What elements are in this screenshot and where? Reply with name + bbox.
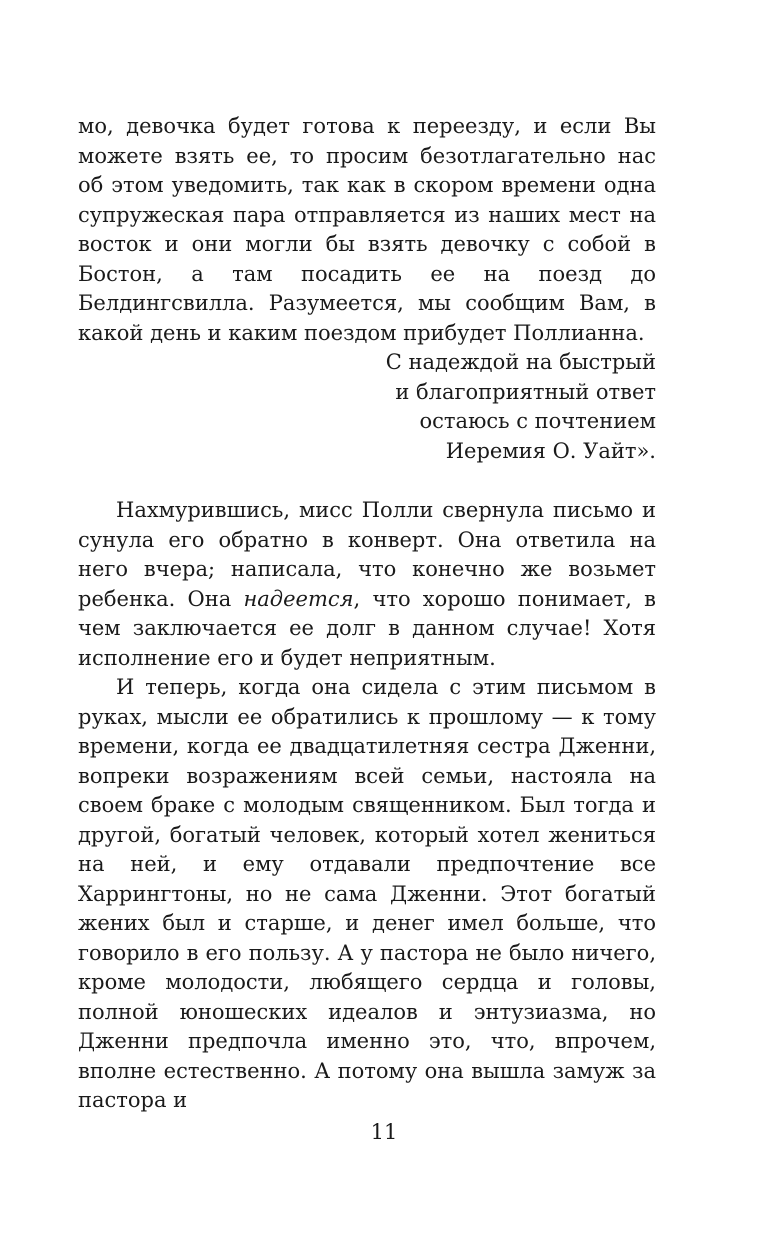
signature-line-1: С надеждой на быстрый	[385, 350, 656, 374]
signature-line-4: Иеремия О. Уайт».	[445, 438, 656, 463]
paragraph-text-after: , что хорошо понимает, в чем заключается ее долг в данном случае! Хотя исполнение его и будет неприятным.	[78, 586, 657, 670]
signature-line-3: остаюсь с почтением	[419, 409, 656, 433]
narrative-paragraph-2: И теперь, когда она сидела с этим письмом в руках, мысли ее обратились к прошлому — к тому времени, когда ее двадцатилетняя сестра Дженни, вопреки возражениям всей семьи, настояла на своем браке с молодым священником. Был тогда и другой, богатый человек, который хотел жениться на ней, и ему отдавали предпочтение все Харрингтоны, но не сама Дженни. Этот богатый жених был и старше, и денег имел больше, что говорило в его пользу. А у пастора не было ничего, кроме молодости, любящего сердца и головы, полной юношеских идеалов и энтузиазма, но Дженни предпочла именно это, что, впрочем, вполне естественно. А потому она вышла замуж за пастора и	[78, 675, 656, 1112]
signature-line-2: и благоприятный ответ	[395, 379, 656, 404]
letter-signature	[78, 348, 656, 466]
page-body	[78, 112, 656, 1116]
letter-paragraph: мо, девочка будет готова к переезду, и если Вы можете взять ее, то просим безотлагательно нас об этом уведомить, так как в скором времени одна супружеская пара отправляется из наших мест на восток и они могли бы взять девочку с собой в Бостон, а там посадить ее на поезд до Белдингсвилла. Разумеется, мы сообщим Вам, в какой день и каким поездом прибудет Поллианна.	[78, 114, 656, 345]
narrative-paragraph-1	[78, 496, 656, 673]
section-gap	[78, 466, 656, 496]
emphasized-word: надеется	[243, 586, 354, 611]
paragraph-text-before: Нахмурившись, мисс Полли свернула письмо и сунула его обратно в конверт. Она ответила на него вчера; написала, что конечно же возьмет ребенка. Она	[78, 498, 656, 611]
page-number: 11	[370, 1120, 398, 1144]
